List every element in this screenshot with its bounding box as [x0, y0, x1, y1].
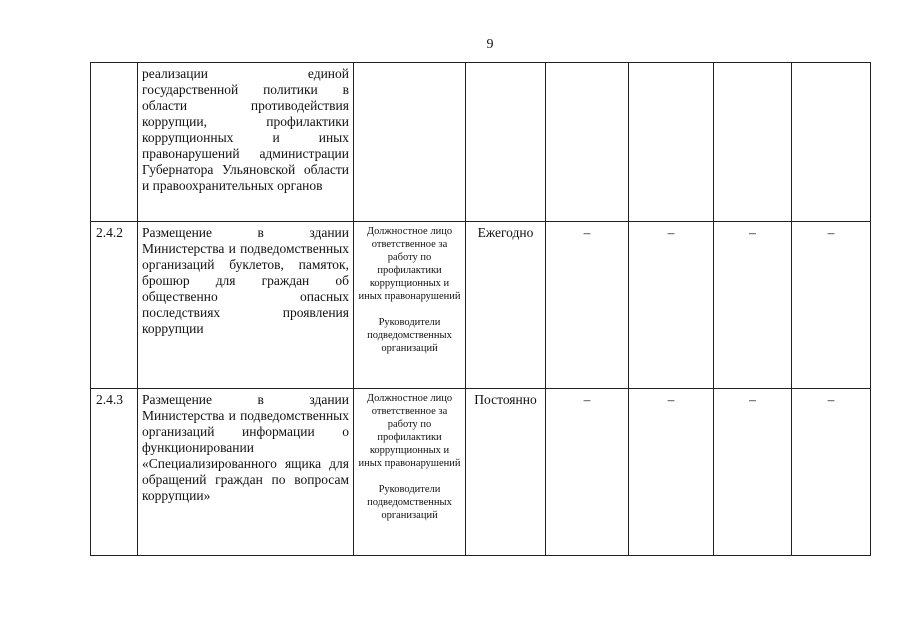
period-cell: Постоянно [466, 389, 546, 556]
dash-cell: – [629, 389, 714, 556]
responsible-main: Должностное лицо ответственное за работу по профилактики коррупционных и иных правонарушений [358, 226, 461, 302]
period-cell [466, 63, 546, 222]
dash-cell [714, 63, 792, 222]
table-row [91, 222, 871, 389]
responsible-main: Должностное лицо ответственное за работу по профилактики коррупционных и иных правонарушений [358, 393, 461, 469]
row-number: 2.4.2 [91, 222, 138, 389]
dash-cell: – [629, 222, 714, 389]
table-row [91, 389, 871, 556]
responsible-extra: Руководители подведомственных организаций [367, 317, 452, 354]
row-number: 2.4.3 [91, 389, 138, 556]
dash-cell [546, 63, 629, 222]
measure-description: реализации единой государственной политики в области противодействия коррупции, профилактики коррупционных и иных правонарушений администрации Губернатора Ульяновской области и правоохранительных органов [138, 63, 354, 222]
dash-cell [629, 63, 714, 222]
dash-cell: – [546, 222, 629, 389]
period-cell: Ежегодно [466, 222, 546, 389]
responsible-extra: Руководители подведомственных организаций [367, 484, 452, 521]
measure-description: Размещение в здании Министерства и подведомственных организаций буклетов, памяток, брошюр для граждан об общественно опасных последствиях проявления коррупции [138, 222, 354, 389]
responsible-cell [354, 222, 466, 389]
measure-description: Размещение в здании Министерства и подведомственных организаций информации о функционировании «Специализированного ящика для обращений граждан по вопросам коррупции» [138, 389, 354, 556]
dash-cell: – [792, 389, 871, 556]
dash-cell: – [714, 222, 792, 389]
table-row [91, 63, 871, 222]
dash-cell: – [714, 389, 792, 556]
dash-cell: – [792, 222, 871, 389]
responsible-cell [354, 389, 466, 556]
page-number: 9 [486, 37, 494, 52]
dash-cell: – [546, 389, 629, 556]
measures-table [90, 62, 871, 556]
dash-cell [792, 63, 871, 222]
responsible-cell [354, 63, 466, 222]
row-number [91, 63, 138, 222]
